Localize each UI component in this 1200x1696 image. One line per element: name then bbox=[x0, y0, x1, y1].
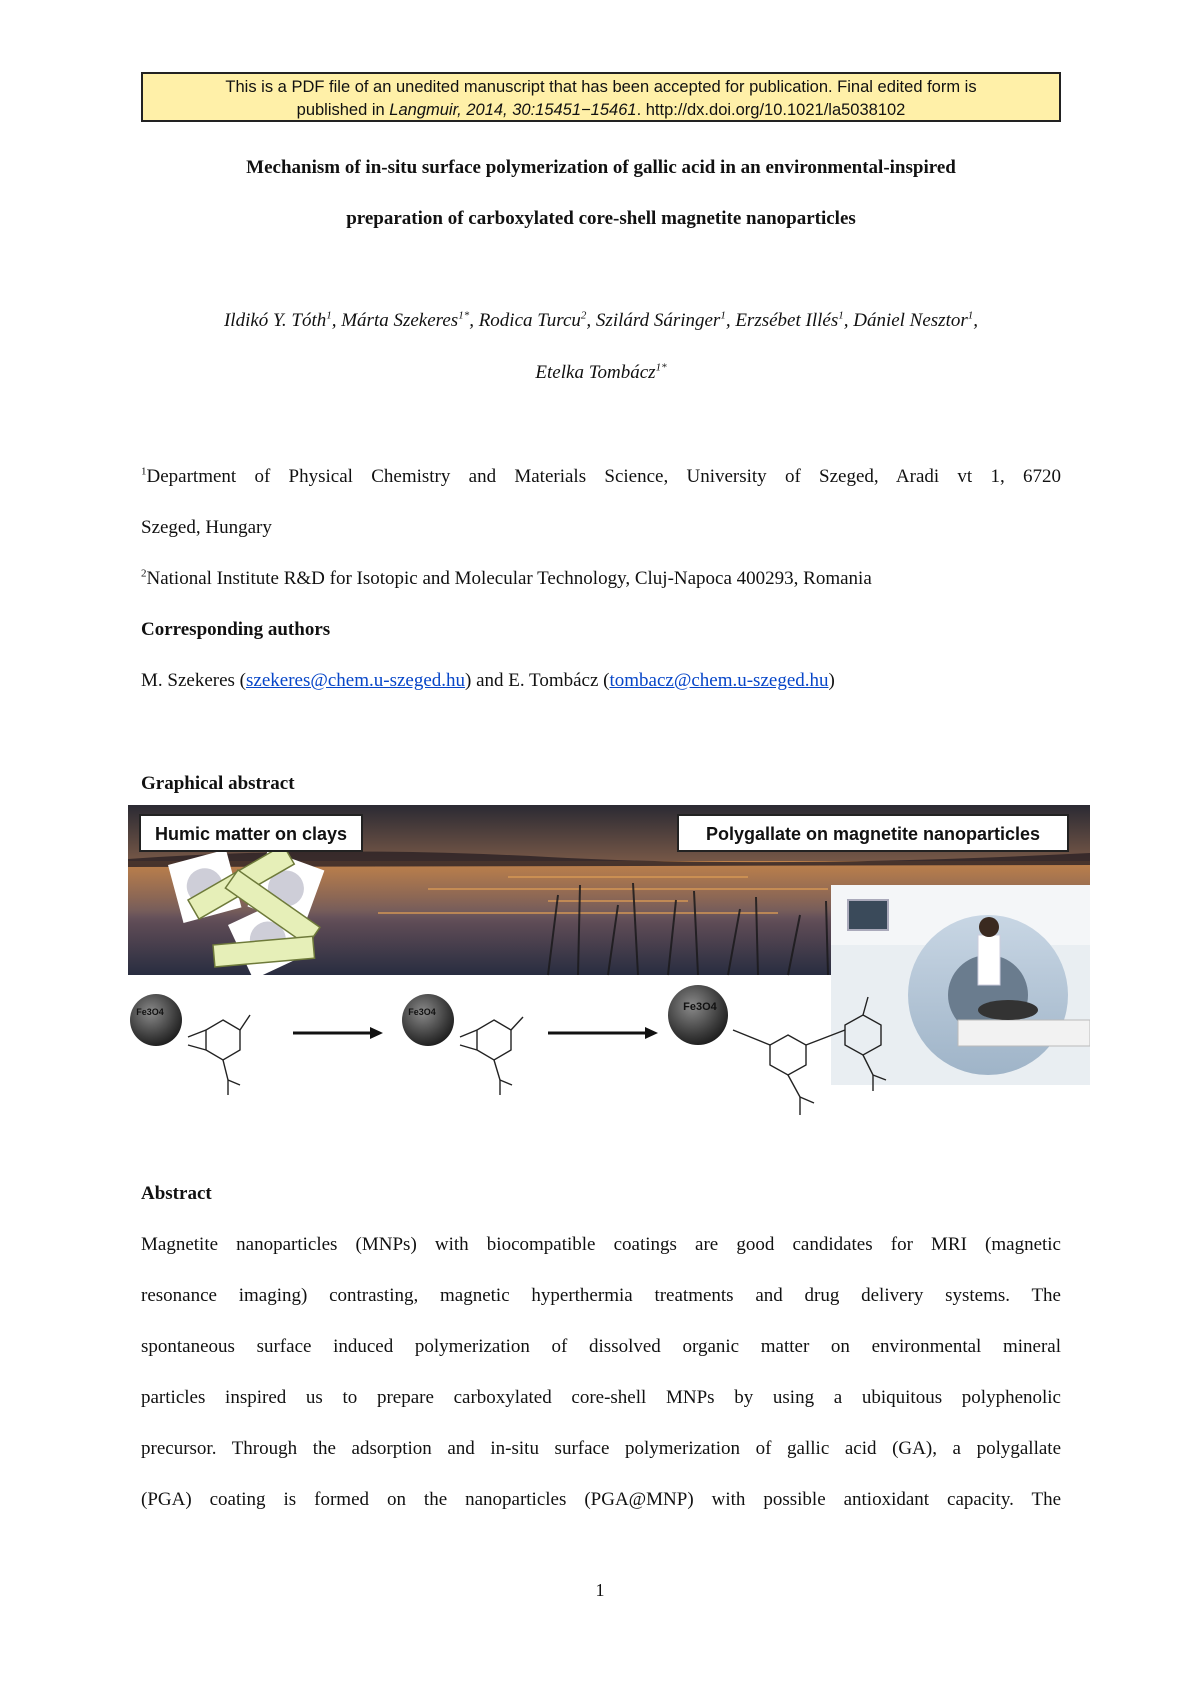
affiliation-number: 2 bbox=[141, 567, 147, 580]
author-affiliation-mark: 1 bbox=[838, 309, 844, 322]
affiliation-2 bbox=[141, 568, 1061, 590]
affiliation-1-text: Department of Physical Chemistry and Materials Science, University of Szeged, Aradi vt 1, 6720 bbox=[146, 466, 1061, 487]
abstract-line: precursor. Through the adsorption and in-situ surface polymerization of gallic acid (GA), a polygallate bbox=[141, 1438, 1061, 1459]
polygallate-structure bbox=[733, 997, 886, 1115]
corresponding-suffix: ) bbox=[828, 670, 835, 691]
reaction-arrow-2 bbox=[548, 1027, 658, 1039]
author: Rodica Turcu bbox=[478, 310, 581, 331]
abstract-line: spontaneous surface induced polymerization of dissolved organic matter on environmental mineral bbox=[141, 1336, 1061, 1357]
page-number: 1 bbox=[595, 1580, 605, 1600]
affiliation-1-line-2: Szeged, Hungary bbox=[141, 517, 272, 538]
author-separator: , bbox=[331, 310, 342, 331]
abstract-line: Magnetite nanoparticles (MNPs) with biocompatible coatings are good candidates for MRI (magnetic bbox=[141, 1234, 1061, 1255]
author-affiliation-mark: 2 bbox=[580, 309, 587, 322]
author: Ildikó Y. Tóth bbox=[223, 310, 327, 331]
author-list-line-2 bbox=[141, 362, 1061, 384]
particle-2-label: Fe3O4 bbox=[408, 1007, 436, 1017]
notice-journal: Langmuir, 2014, 30:15451−15461 bbox=[389, 101, 637, 119]
author: Erzsébet Illés bbox=[735, 310, 839, 331]
notice-prefix: published in bbox=[296, 101, 390, 119]
corresponding-middle: ) and E. Tombácz ( bbox=[465, 670, 610, 691]
mri-scanner-photo bbox=[831, 885, 1090, 1085]
author-affiliation-mark: 1 bbox=[720, 309, 726, 322]
publication-notice bbox=[141, 72, 1061, 122]
graphical-abstract-heading: Graphical abstract bbox=[141, 773, 295, 794]
notice-doi: . http://dx.doi.org/10.1021/la5038102 bbox=[636, 101, 906, 119]
graphical-abstract-figure bbox=[128, 805, 1090, 1145]
reaction-arrow-1 bbox=[293, 1027, 383, 1039]
affiliation-2-text: National Institute R&D for Isotopic and Molecular Technology, Cluj-Napoca 400293, Romania bbox=[146, 568, 872, 589]
author-affiliation-mark: 1* bbox=[458, 309, 470, 322]
author-affiliation-mark: 1* bbox=[655, 361, 667, 374]
oxidized-intermediate-structure bbox=[460, 1017, 523, 1095]
notice-line-2 bbox=[143, 99, 1059, 122]
author: Etelka Tombácz bbox=[535, 362, 656, 383]
gallic-acid-structure bbox=[188, 1015, 250, 1095]
magnetite-particle-2 bbox=[402, 994, 454, 1046]
abstract-line: particles inspired us to prepare carboxylated core-shell MNPs by using a ubiquitous polyphenolic bbox=[141, 1387, 1061, 1408]
label-humic-matter bbox=[140, 815, 362, 851]
author-separator: , bbox=[725, 310, 736, 331]
corresponding-prefix: M. Szekeres ( bbox=[141, 670, 246, 691]
corresponding-heading: Corresponding authors bbox=[141, 619, 331, 640]
affiliation-1-line-1 bbox=[141, 466, 1061, 488]
particle-3-label: Fe3O4 bbox=[683, 1001, 717, 1013]
author-affiliation-mark: 1 bbox=[326, 309, 332, 322]
author-separator: , bbox=[586, 310, 596, 331]
abstract-line: resonance imaging) contrasting, magnetic hyperthermia treatments and drug delivery systems. The bbox=[141, 1285, 1061, 1306]
author-separator: , bbox=[843, 310, 854, 331]
abstract-heading: Abstract bbox=[141, 1183, 212, 1204]
abstract-line: (PGA) coating is formed on the nanoparticles (PGA@MNP) with possible antioxidant capacity. The bbox=[141, 1489, 1061, 1510]
author: Dániel Nesztor bbox=[853, 310, 968, 331]
label-humic-text: Humic matter on clays bbox=[154, 824, 348, 844]
author-list-line-1 bbox=[141, 310, 1061, 332]
magnetite-particle-3 bbox=[668, 985, 728, 1045]
label-polygallate-text: Polygallate on magnetite nanoparticles bbox=[705, 824, 1041, 844]
magnetite-particle-1 bbox=[130, 994, 182, 1046]
author: Márta Szekeres bbox=[341, 310, 459, 331]
affiliation-number: 1 bbox=[141, 465, 147, 478]
label-polygallate bbox=[678, 815, 1068, 851]
corresponding-line bbox=[141, 670, 1061, 692]
notice-line-1: This is a PDF file of an unedited manuscript that has been accepted for publication. Final edited form is bbox=[225, 78, 977, 96]
paper-title-line-1: Mechanism of in-situ surface polymerization of gallic acid in an environmental-inspired bbox=[246, 157, 956, 178]
author-separator: , bbox=[973, 310, 978, 331]
author-separator: , bbox=[469, 310, 479, 331]
author-affiliation-mark: 1 bbox=[967, 309, 974, 322]
email-link-tombacz[interactable]: tombacz@chem.u-szeged.hu bbox=[609, 670, 829, 691]
author: Szilárd Sáringer bbox=[595, 310, 721, 331]
paper-title-line-2: preparation of carboxylated core-shell magnetite nanoparticles bbox=[346, 208, 856, 229]
particle-1-label: Fe3O4 bbox=[136, 1007, 164, 1017]
email-link-szekeres[interactable]: szekeres@chem.u-szeged.hu bbox=[246, 670, 466, 691]
